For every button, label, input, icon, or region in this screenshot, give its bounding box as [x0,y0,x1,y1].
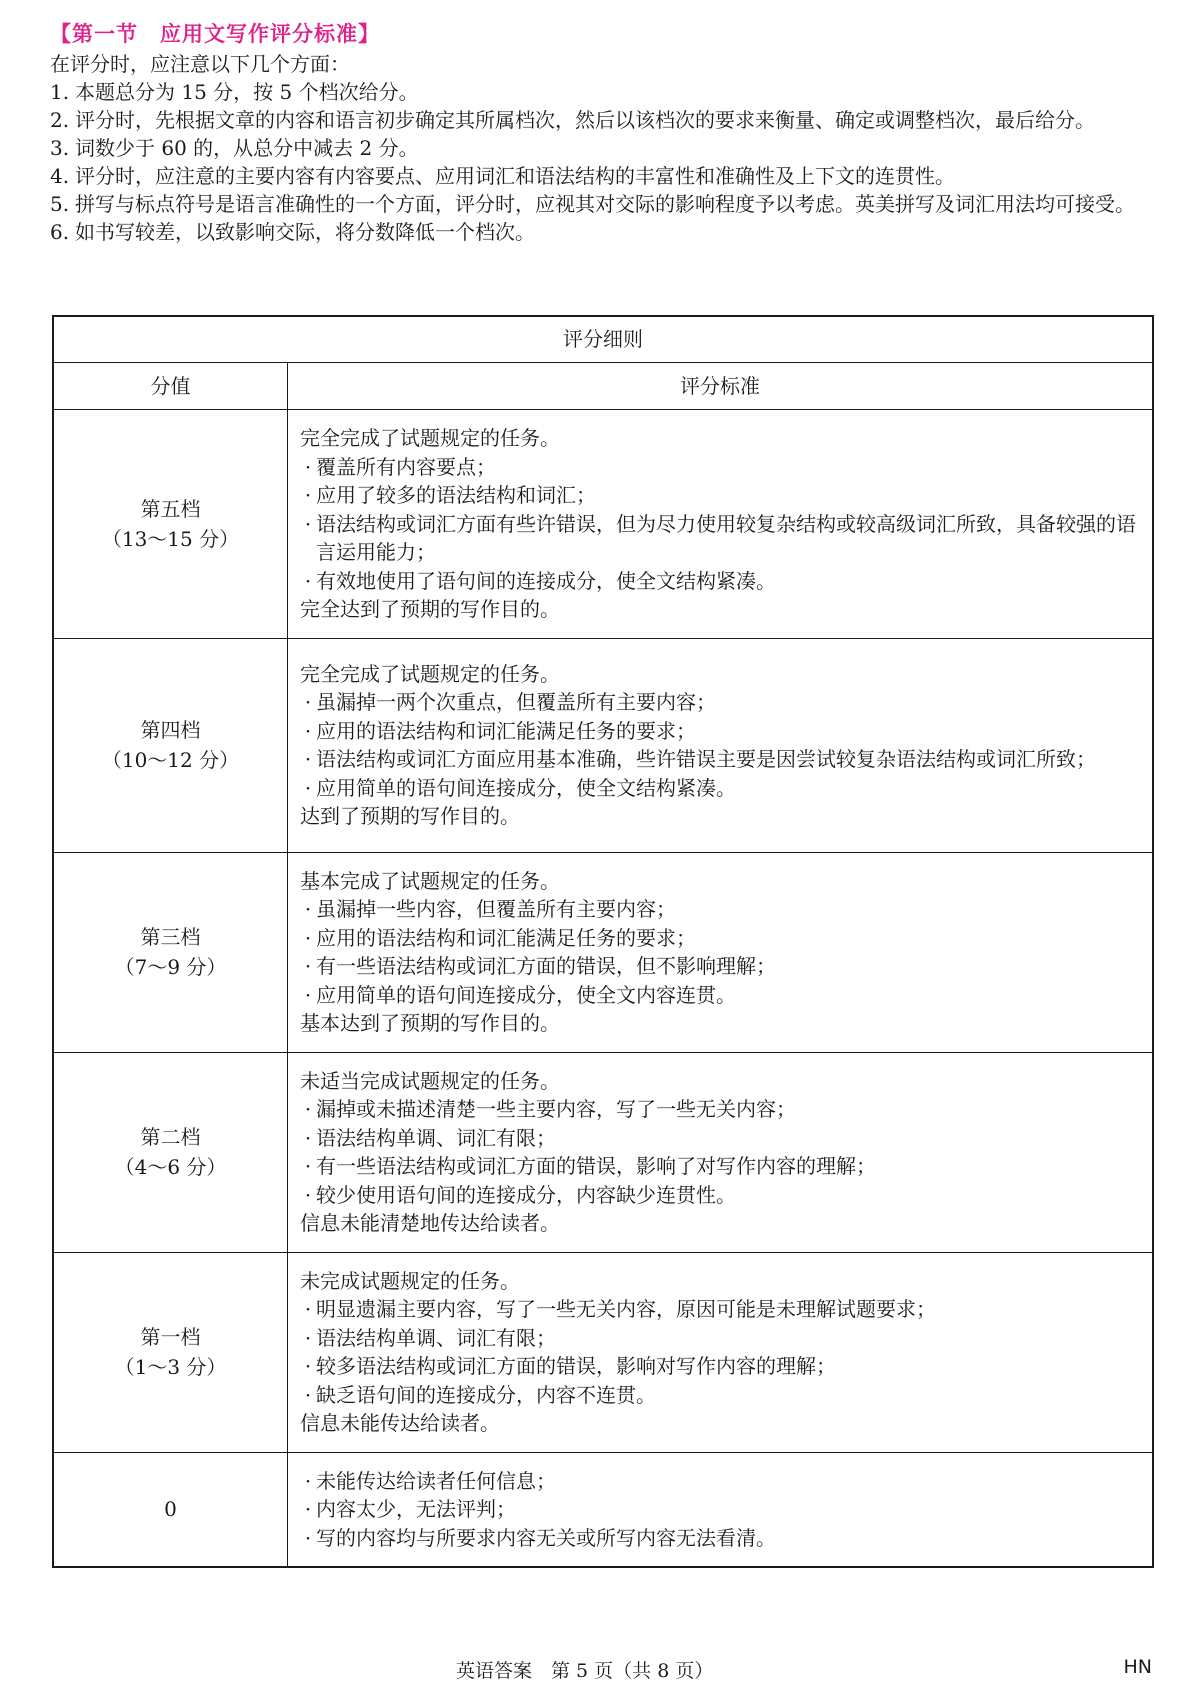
bullet-dot-icon: · [304,1525,312,1550]
band-row [53,1452,1153,1567]
band-range: （7～9 分） [114,955,227,979]
bullet-dot-icon: · [304,511,312,536]
band-criteria-cell [288,1252,1154,1452]
criteria-text: 语法结构或词汇方面有些许错误，但为尽力使用较复杂结构或较高级词汇所致，具备较强的语言运用能力； [316,511,1136,564]
band-row [53,410,1153,639]
band-name: 第三档 [140,925,201,949]
criteria-text: 虽漏掉一些内容，但覆盖所有主要内容； [316,897,676,921]
criteria-bullet [300,481,1140,510]
rule-number: 4. [50,164,70,188]
bullet-dot-icon: · [304,1325,312,1350]
criteria-bullet [300,774,1140,803]
criteria-text: 应用了较多的语法结构和词汇； [316,483,596,507]
bullet-dot-icon: · [304,1382,312,1407]
criteria-text: 应用简单的语句间连接成分，使全文结构紧凑。 [316,775,736,800]
bullet-dot-icon: · [304,1297,312,1321]
bullet-dot-icon: · [304,718,312,743]
rule-number: 3. [50,136,70,160]
rule-item [50,106,1160,134]
criteria-bullet [300,717,1140,746]
band-criteria-cell [288,638,1154,852]
rule-number: 6. [50,220,70,244]
criteria-text: 语法结构单调、词汇有限； [316,1325,556,1350]
criteria-bullet [300,924,1140,953]
criteria-text: 语法结构或词汇方面应用基本准确，些许错误主要是因尝试较复杂语法结构或词汇所致； [316,747,1096,771]
grading-table [52,315,1154,1568]
bullet-dot-icon: · [304,1497,312,1521]
rule-text: 拼写与标点符号是语言准确性的一个方面，评分时，应视其对交际的影响程度予以考虑。英美拼写及词汇用法均可接受。 [75,192,1135,216]
band-score-cell [53,852,288,1052]
bullet-dot-icon: · [304,483,312,507]
criteria-bullet [300,453,1140,482]
criteria-text: 较少使用语句间的连接成分，内容缺少连贯性。 [316,1182,736,1207]
criteria-text: 应用的语法结构和词汇能满足任务的要求； [316,925,696,950]
criteria-bullet [300,1381,1140,1410]
band-row [53,638,1153,852]
band-score-cell [53,1452,288,1567]
band-name: 第一档 [140,1325,201,1349]
criteria-bullet [300,688,1140,717]
page-number: 英语答案 第 5 页（共 8 页） [456,1660,714,1682]
band-summary: 完全完成了试题规定的任务。 [300,661,560,686]
criteria-bullet [300,981,1140,1010]
column-header-score: 分值 [53,363,288,410]
band-range: （4～6 分） [114,1155,227,1179]
intro-text: 在评分时，应注意以下几个方面： [50,52,350,76]
criteria-bullet [300,1295,1140,1324]
bullet-dot-icon: · [304,568,312,593]
bullet-dot-icon: · [304,1125,312,1150]
section-title: 【第一节 应用文写作评分标准】 [50,22,380,46]
bullet-dot-icon: · [304,690,312,714]
criteria-bullet [300,1181,1140,1210]
band-criteria-cell [288,852,1154,1052]
criteria-bullet [300,745,1140,774]
band-score-cell [53,1052,288,1252]
band-name: 第四档 [140,718,201,742]
band-conclusion: 达到了预期的写作目的。 [300,804,520,828]
rule-text: 本题总分为 15 分，按 5 个档次给分。 [75,80,419,104]
band-row [53,1052,1153,1252]
criteria-text: 写的内容均与所要求内容无关或所写内容无法看清。 [316,1525,776,1550]
rule-text: 评分时，先根据文章的内容和语言初步确定其所属档次，然后以该档次的要求来衡量、确定或调整档次，最后给分。 [75,108,1095,132]
criteria-bullet [300,1152,1140,1181]
band-name: 0 [164,1497,177,1522]
rule-item [50,134,1160,162]
criteria-text: 漏掉或未描述清楚一些主要内容，写了一些无关内容； [316,1097,796,1121]
criteria-text: 有一些语法结构或词汇方面的错误，但不影响理解； [316,954,776,978]
criteria-bullet [300,895,1140,924]
criteria-bullet [300,1495,1140,1524]
band-range: （13～15 分） [101,526,240,551]
band-summary: 未适当完成试题规定的任务。 [300,1068,560,1093]
bullet-dot-icon: · [304,1154,312,1178]
band-summary: 未完成试题规定的任务。 [300,1268,520,1293]
criteria-text: 较多语法结构或词汇方面的错误，影响对写作内容的理解； [316,1354,836,1378]
bullet-dot-icon: · [304,775,312,800]
rule-item [50,78,1160,106]
bullet-dot-icon: · [304,897,312,921]
band-conclusion: 基本达到了预期的写作目的。 [300,1011,560,1035]
criteria-text: 明显遗漏主要内容，写了一些无关内容，原因可能是未理解试题要求； [316,1297,936,1321]
bullet-dot-icon: · [304,925,312,950]
rules-list [50,78,1160,246]
bullet-dot-icon: · [304,1182,312,1207]
band-conclusion: 完全达到了预期的写作目的。 [300,597,560,621]
bullet-dot-icon: · [304,954,312,978]
criteria-bullet [300,1524,1140,1553]
criteria-text: 内容太少，无法评判； [316,1497,516,1521]
band-name: 第五档 [140,496,201,521]
criteria-bullet [300,1095,1140,1124]
rule-item [50,162,1160,190]
bullet-dot-icon: · [304,1354,312,1378]
rule-number: 2. [50,108,70,132]
bullet-dot-icon: · [304,747,312,771]
rule-item [50,218,1160,246]
bullet-dot-icon: · [304,982,312,1007]
band-score-cell [53,410,288,639]
bullet-dot-icon: · [304,1468,312,1493]
band-criteria-cell [288,410,1154,639]
scoring-notes [50,50,1160,246]
bullet-dot-icon: · [304,1097,312,1121]
criteria-bullet [300,1324,1140,1353]
table-title: 评分细则 [53,316,1153,363]
band-conclusion: 信息未能传达给读者。 [300,1411,500,1435]
criteria-text: 有一些语法结构或词汇方面的错误，影响了对写作内容的理解； [316,1154,876,1178]
bullet-dot-icon: · [304,454,312,479]
criteria-bullet [300,567,1140,596]
rule-text: 词数少于 60 的，从总分中减去 2 分。 [75,136,419,160]
band-conclusion: 信息未能清楚地传达给读者。 [300,1211,560,1235]
band-row [53,852,1153,1052]
criteria-text: 缺乏语句间的连接成分，内容不连贯。 [316,1382,656,1407]
criteria-bullet [300,1352,1140,1381]
band-range: （1～3 分） [114,1355,227,1379]
criteria-text: 覆盖所有内容要点； [316,454,496,479]
criteria-text: 语法结构单调、词汇有限； [316,1125,556,1150]
band-row [53,1252,1153,1452]
band-name: 第二档 [140,1125,201,1149]
band-score-cell [53,1252,288,1452]
criteria-text: 有效地使用了语句间的连接成分，使全文结构紧凑。 [316,568,776,593]
grading-bands [53,410,1153,1568]
rule-number: 1. [50,80,70,104]
criteria-text: 应用的语法结构和词汇能满足任务的要求； [316,718,696,743]
band-range: （10～12 分） [101,748,240,772]
band-summary: 基本完成了试题规定的任务。 [300,868,560,893]
band-criteria-cell [288,1452,1154,1567]
band-summary: 完全完成了试题规定的任务。 [300,426,560,450]
rule-text: 评分时，应注意的主要内容有内容要点、应用词汇和语法结构的丰富性和准确性及上下文的连贯性。 [75,164,955,188]
rule-number: 5. [50,192,70,216]
criteria-bullet [300,1124,1140,1153]
edition-code: HN [1123,1656,1152,1678]
rule-text: 如书写较差，以致影响交际，将分数降低一个档次。 [75,220,535,244]
band-criteria-cell [288,1052,1154,1252]
criteria-text: 虽漏掉一两个次重点，但覆盖所有主要内容； [316,690,716,714]
band-score-cell [53,638,288,852]
criteria-bullet [300,1467,1140,1496]
rule-item [50,190,1160,218]
criteria-text: 应用简单的语句间连接成分，使全文内容连贯。 [316,982,736,1007]
criteria-text: 未能传达给读者任何信息； [316,1468,556,1493]
criteria-bullet [300,510,1140,567]
column-header-criteria: 评分标准 [288,363,1154,410]
criteria-bullet [300,952,1140,981]
